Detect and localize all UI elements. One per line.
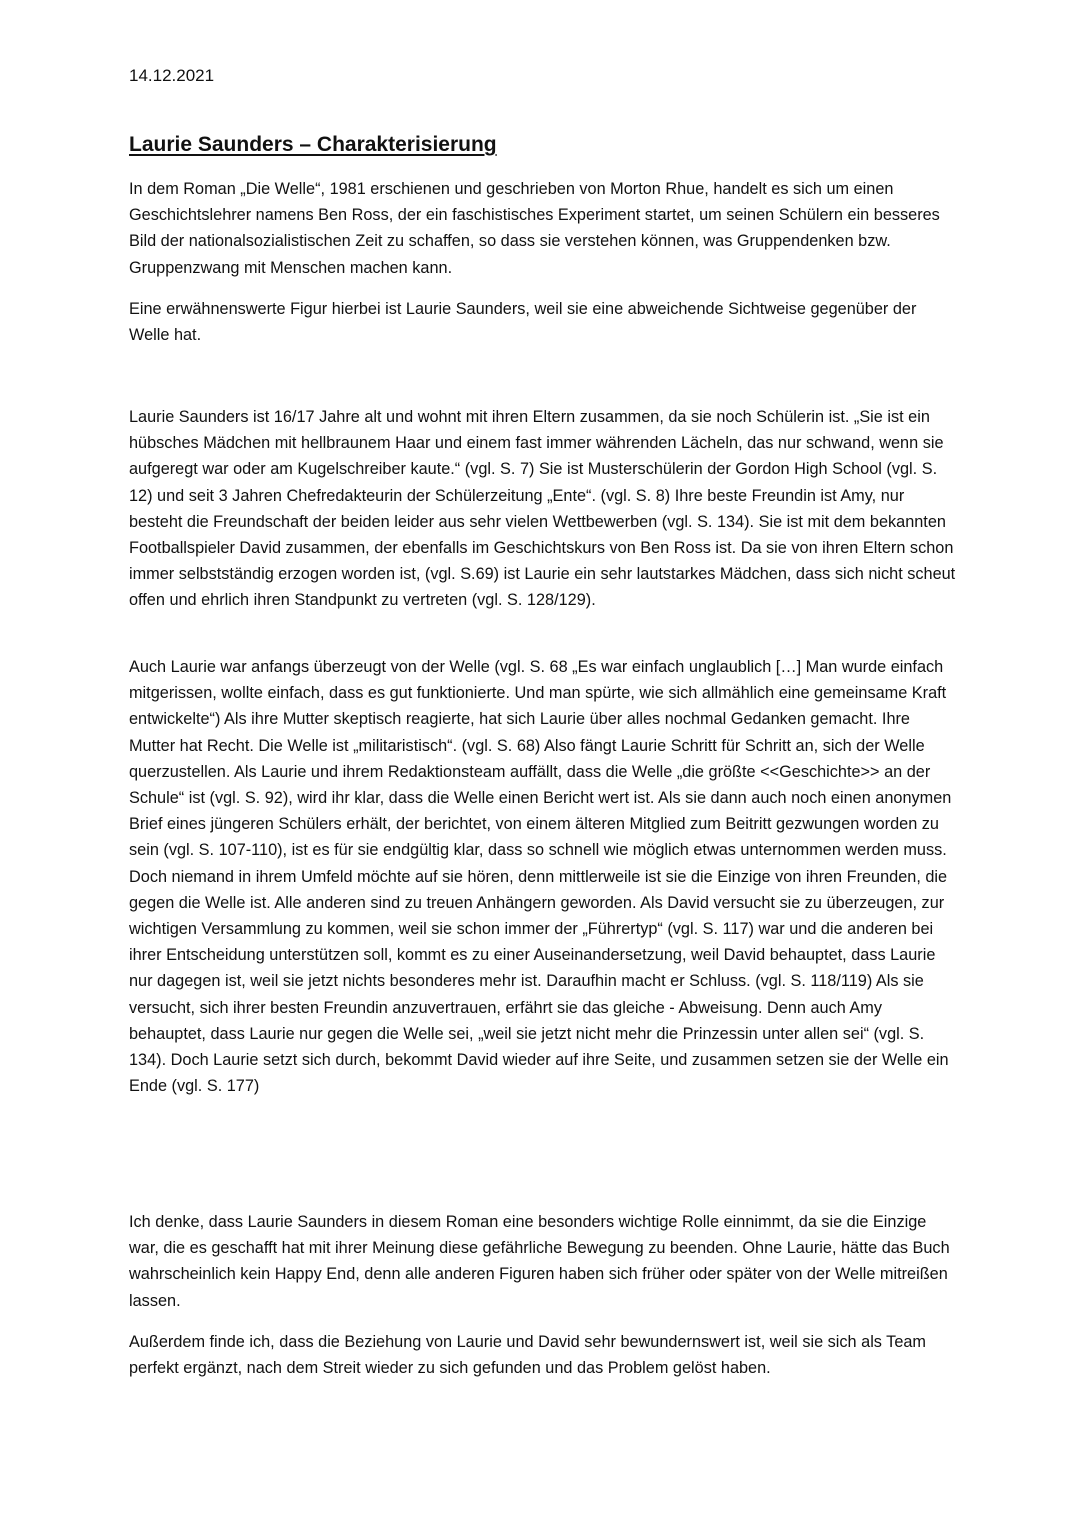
document-date: 14.12.2021 [129, 66, 215, 85]
paragraph-focus-figure [129, 296, 959, 348]
paragraph-conclusion [129, 1329, 959, 1381]
paragraph-text: Ich denke, dass Laurie Saunders in diesem Roman eine besonders wichtige Rolle einnimmt, da sie die Einzige war, die es geschafft hat mit ihrer Meinung diese gefährliche Bewegung zu beenden. Ohne Laurie, hätte das Buch wahrscheinlich kein Happy End, denn alle anderen Figuren haben sich früher oder später von der Welle mitreißen lassen. [129, 1213, 950, 1310]
paragraph-opinion [129, 1209, 959, 1314]
document-title: Laurie Saunders – Charakterisierung [129, 133, 497, 156]
paragraph-text: Laurie Saunders ist 16/17 Jahre alt und wohnt mit ihren Eltern zusammen, da sie noch Schülerin ist. „Sie ist ein hübsches Mädchen mit hellbraunem Haar und einem fast immer währenden Lächeln, das nur schwand, wenn sie aufgeregt war oder am Kugelschreiber kaute.“ (vgl. S. 7) Sie ist Musterschülerin der Gordon High School (vgl. S. 12) und seit 3 Jahren Chefredakteurin der Schülerzeitung „Ente“. (vgl. S. 8) Ihre beste Freundin ist Amy, nur besteht die Freundschaft der beiden leider aus sehr vielen Wettbewerben (vgl. S. 134). Sie ist mit dem bekannten Footballspieler David zusammen, der ebenfalls im Geschichtskurs von Ben Ross ist. Da sie von ihren Eltern schon immer selbstständig erzogen worden ist, (vgl. S.69) ist Laurie ein sehr lautstarkes Mädchen, dass sich nicht scheut offen und ehrlich ihren Standpunkt zu vertreten (vgl. S. 128/129). [129, 408, 956, 610]
paragraph-text: Auch Laurie war anfangs überzeugt von der Welle (vgl. S. 68 „Es war einfach unglaublich […] Man wurde einfach mitgerissen, wollte einfach, dass es gut funktionierte. Und man spürte, wie sich allmählich eine gemeinsame Kraft entwickelte“) Als ihre Mutter skeptisch reagierte, hat sich Laurie über alles nochmal Gedanken gemacht. Ihre Mutter hat Recht. Die Welle ist „militaristisch“. (vgl. S. 68) Also fängt Laurie Schritt für Schritt an, sich der Welle querzustellen. Als Laurie und ihrem Redaktionsteam auffällt, dass die Welle „die größte <<Geschichte>> an der Schule“ ist (vgl. S. 92), wird ihr klar, dass die Welle einen Bericht wert ist. Als sie dann auch noch einen anonymen Brief eines jüngeren Schülers erhält, der berichtet, von einem älteren Mitglied zum Beitritt gezwungen worden zu sein (vgl. S. 107-110), ist es für sie endgültig klar, dass so schnell wie möglich etwas unternommen werden muss. Doch niemand in ihrem Umfeld möchte auf sie hören, denn mittlerweile ist sie die Einzige von ihren Freunden, die gegen die Welle ist. Alle anderen sind zu treuen Anhängern geworden. Als David versucht sie zu überzeugen, zur wichtigen Versammlung zu kommen, weil sie schon immer der „Führertyp“ (vgl. S. 117) war und die anderen bei ihrer Entscheidung unterstützen soll, kommt es zu einer Auseinandersetzung, weil David behauptet, dass Laurie nur dagegen ist, weil sie jetzt nichts besonderes mehr ist. Daraufhin macht er Schluss. (vgl. S. 118/119) Als sie versucht, sich ihrer besten Freundin anzuvertrauen, erfährt sie das gleiche - Abweisung. Denn auch Amy behauptet, dass Laurie nur gegen die Welle sei, „weil sie jetzt nicht mehr die Prinzessin unter allen sei“ (vgl. S. 134). Doch Laurie setzt sich durch, bekommt David wieder auf ihre Seite, und zusammen setzen sie der Welle ein Ende (vgl. S. 177) [129, 658, 952, 1096]
paragraph-description [129, 404, 959, 614]
paragraph-text: Eine erwähnenswerte Figur hierbei ist Laurie Saunders, weil sie eine abweichende Sichtweise gegenüber der Welle hat. [129, 300, 917, 345]
paragraph-text: Außerdem finde ich, dass die Beziehung von Laurie und David sehr bewundernswert ist, weil sie sich als Team perfekt ergänzt, nach dem Streit wieder zu sich gefunden und das Problem gelöst haben. [129, 1333, 926, 1378]
paragraph-development [129, 654, 959, 1099]
paragraph-introduction [129, 176, 959, 281]
paragraph-text: In dem Roman „Die Welle“, 1981 erschienen und geschrieben von Morton Rhue, handelt es sich um einen Geschichtslehrer namens Ben Ross, der ein faschistisches Experiment startet, um seinen Schülern ein besseres Bild der nationalsozialistischen Zeit zu schaffen, so dass sie verstehen können, was Gruppendenken bzw. Gruppenzwang mit Menschen machen kann. [129, 180, 940, 277]
